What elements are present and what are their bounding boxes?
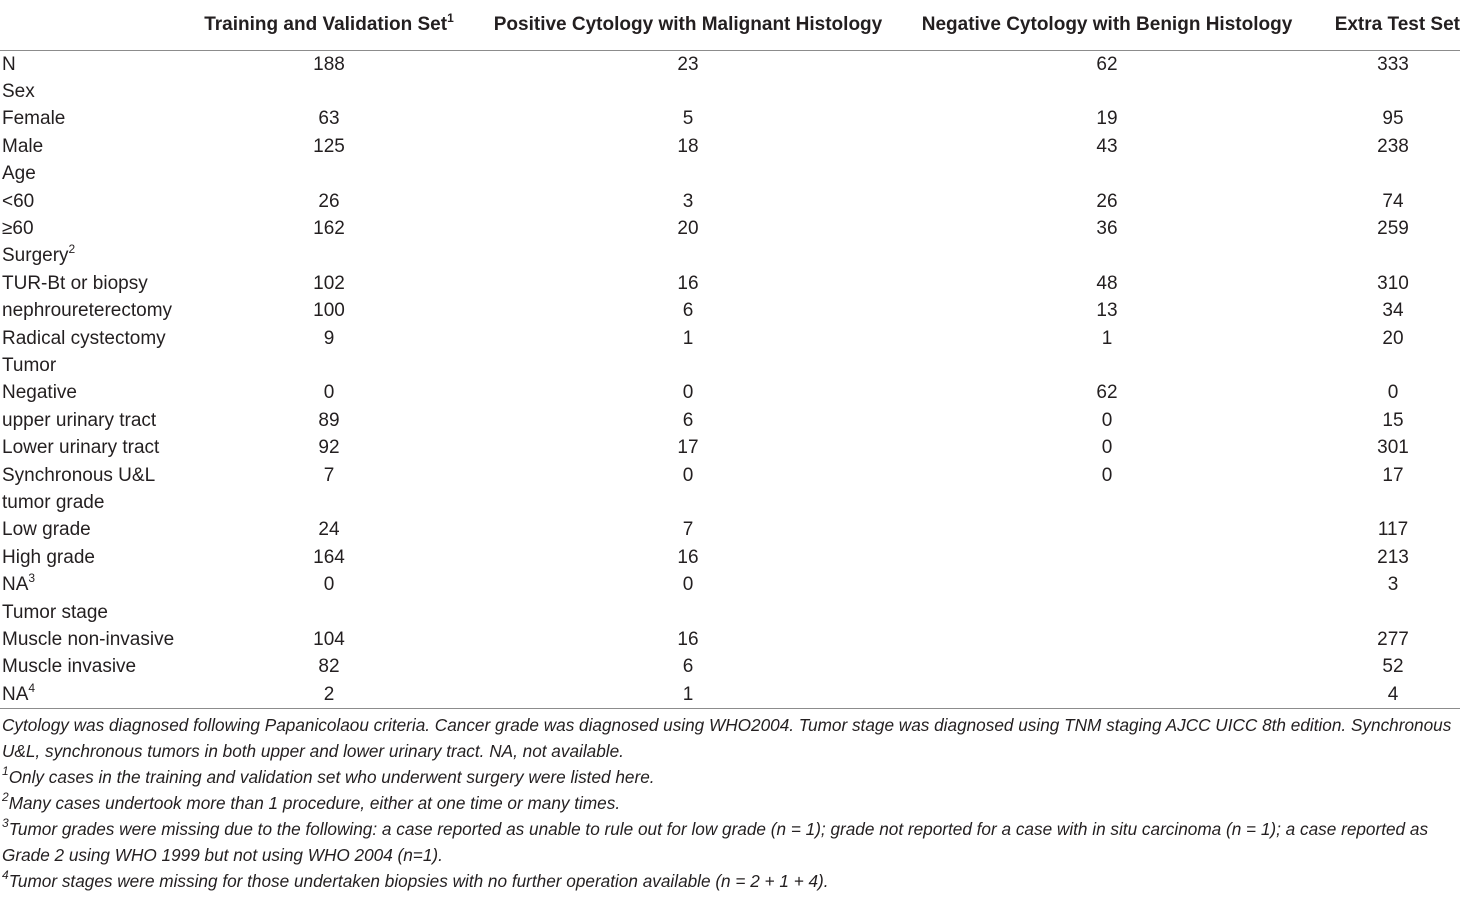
table-cell: 162 bbox=[313, 218, 345, 240]
row-label-text: Muscle non-invasive bbox=[2, 628, 175, 650]
footnote-text: Tumor stages were missing for those undertaken biopsies with no further operation available (n = 2 + 1 + 4). bbox=[8, 871, 829, 892]
table-cell: 164 bbox=[313, 546, 345, 568]
column-header bbox=[1316, 0, 1460, 51]
table-cell bbox=[180, 352, 478, 379]
table-cell bbox=[1316, 599, 1460, 626]
table-row bbox=[0, 298, 1460, 325]
row-label-text: Tumor bbox=[2, 354, 57, 376]
table-cell bbox=[898, 517, 1316, 544]
table-cell: 188 bbox=[313, 53, 345, 75]
row-label-text: Female bbox=[2, 108, 66, 130]
table-cell: 0 bbox=[1101, 437, 1113, 459]
table-cell: 82 bbox=[318, 656, 340, 678]
table-row bbox=[0, 407, 1460, 434]
table-cell: 43 bbox=[1096, 135, 1118, 157]
column-header bbox=[898, 0, 1316, 51]
row-label-text: Age bbox=[2, 163, 36, 185]
table-cell: 0 bbox=[682, 382, 694, 404]
row-label bbox=[0, 544, 180, 571]
table-cell bbox=[478, 243, 898, 270]
footnote-marker: 3 bbox=[2, 816, 9, 831]
header-blank bbox=[0, 0, 180, 51]
row-label-text: Sex bbox=[2, 81, 35, 103]
row-label bbox=[0, 599, 180, 626]
table-row bbox=[0, 599, 1460, 626]
table-cell: 104 bbox=[313, 628, 345, 650]
column-header-label: Negative Cytology with Benign Histology bbox=[921, 14, 1293, 35]
column-header bbox=[180, 0, 478, 51]
table-cell: 24 bbox=[318, 519, 340, 541]
table-cell: 301 bbox=[1377, 437, 1409, 459]
table-cell bbox=[898, 681, 1316, 709]
footnote bbox=[2, 764, 1460, 790]
table-cell: 62 bbox=[1096, 53, 1118, 75]
table-cell bbox=[478, 78, 898, 105]
row-label-text: Tumor stage bbox=[2, 601, 108, 623]
footnote-marker: 4 bbox=[2, 868, 9, 883]
table-cell: 5 bbox=[682, 108, 694, 130]
table-cell bbox=[478, 161, 898, 188]
table-cell: 238 bbox=[1377, 135, 1409, 157]
row-label-text: nephroureterectomy bbox=[2, 300, 173, 322]
table-cell: 6 bbox=[682, 409, 694, 431]
table-cell: 0 bbox=[682, 574, 694, 596]
table-cell bbox=[898, 161, 1316, 188]
table-cell bbox=[180, 599, 478, 626]
footnote bbox=[2, 816, 1460, 868]
column-header-label: Training and Validation Set bbox=[204, 14, 448, 35]
row-label-text: Male bbox=[2, 135, 44, 157]
table-cell: 6 bbox=[682, 656, 694, 678]
footnote-text: Only cases in the training and validation set who underwent surgery were listed here. bbox=[8, 767, 655, 788]
table-cell: 125 bbox=[313, 135, 345, 157]
table-cell: 20 bbox=[677, 218, 699, 240]
table-cell bbox=[898, 626, 1316, 653]
table-cell: 18 bbox=[677, 135, 699, 157]
table-cell: 17 bbox=[677, 437, 699, 459]
row-label bbox=[0, 489, 180, 516]
table-row bbox=[0, 626, 1460, 653]
row-label-text: Synchronous U&L bbox=[2, 464, 156, 486]
footnote-marker: 1 bbox=[2, 764, 9, 779]
table-cell: 0 bbox=[682, 464, 694, 486]
table-cell: 17 bbox=[1382, 464, 1404, 486]
table-cell bbox=[180, 78, 478, 105]
table-cell: 23 bbox=[677, 53, 699, 75]
row-label-text: <60 bbox=[2, 190, 35, 212]
table-cell: 9 bbox=[323, 327, 335, 349]
table-cell: 0 bbox=[1101, 409, 1113, 431]
table-row bbox=[0, 188, 1460, 215]
table-row bbox=[0, 489, 1460, 516]
table-cell bbox=[478, 489, 898, 516]
table-cell: 0 bbox=[323, 574, 335, 596]
footnote bbox=[2, 790, 1460, 816]
table-cell: 92 bbox=[318, 437, 340, 459]
row-label-text: Surgery bbox=[2, 245, 69, 267]
table-cell: 1 bbox=[1101, 327, 1113, 349]
table-cell: 0 bbox=[1101, 464, 1113, 486]
table-cell: 34 bbox=[1382, 300, 1404, 322]
table-cell bbox=[1316, 161, 1460, 188]
table-row bbox=[0, 544, 1460, 571]
table-cell bbox=[180, 161, 478, 188]
column-header-label: Positive Cytology with Malignant Histology bbox=[493, 14, 883, 35]
table-row bbox=[0, 161, 1460, 188]
footnote-text: Cytology was diagnosed following Papanicolaou criteria. Cancer grade was diagnosed using WHO2004. Tumor stage was diagnosed using TNM staging AJCC UICC 8th edition. Synchronous U&L, synchronous tumors in both upper and lower urinary tract. NA, not available. bbox=[2, 715, 1452, 762]
row-label-text: tumor grade bbox=[2, 491, 105, 513]
row-label-text: Muscle invasive bbox=[2, 656, 137, 678]
table-row bbox=[0, 243, 1460, 270]
table-row bbox=[0, 434, 1460, 461]
table-cell: 277 bbox=[1377, 628, 1409, 650]
row-label-text: NA bbox=[2, 683, 29, 705]
table-cell: 2 bbox=[180, 681, 478, 709]
table-row bbox=[0, 51, 1460, 79]
table-row bbox=[0, 517, 1460, 544]
row-label bbox=[0, 161, 180, 188]
row-label-text: NA bbox=[2, 574, 29, 596]
row-label bbox=[0, 298, 180, 325]
table-cell bbox=[1316, 243, 1460, 270]
column-header-label: Extra Test Set bbox=[1334, 14, 1460, 35]
row-label-text: N bbox=[2, 53, 16, 75]
row-label bbox=[0, 133, 180, 160]
table-cell bbox=[898, 243, 1316, 270]
table-row bbox=[0, 325, 1460, 352]
row-label-text: upper urinary tract bbox=[2, 409, 157, 431]
footnote bbox=[2, 868, 1460, 894]
table-cell: 36 bbox=[1096, 218, 1118, 240]
row-label bbox=[0, 243, 180, 270]
table-cell bbox=[180, 489, 478, 516]
table-row bbox=[0, 681, 1460, 709]
row-label bbox=[0, 380, 180, 407]
row-label-text: High grade bbox=[2, 546, 95, 568]
table-row bbox=[0, 270, 1460, 297]
table-cell: 89 bbox=[318, 409, 340, 431]
table-cell: 63 bbox=[318, 108, 340, 130]
table-cell bbox=[478, 599, 898, 626]
row-label bbox=[0, 78, 180, 105]
table-cell: 26 bbox=[318, 190, 340, 212]
table-cell: 333 bbox=[1377, 53, 1409, 75]
table-body bbox=[0, 51, 1460, 709]
row-label bbox=[0, 188, 180, 215]
table-cell: 19 bbox=[1096, 108, 1118, 130]
header-row bbox=[0, 0, 1460, 51]
table-cell: 16 bbox=[677, 628, 699, 650]
table-cell bbox=[1316, 352, 1460, 379]
table-row bbox=[0, 106, 1460, 133]
row-label bbox=[0, 681, 180, 709]
table-cell bbox=[898, 489, 1316, 516]
table-cell: 52 bbox=[1382, 656, 1404, 678]
row-label bbox=[0, 325, 180, 352]
row-label bbox=[0, 654, 180, 681]
row-label-text: Lower urinary tract bbox=[2, 437, 160, 459]
table-cell: 26 bbox=[1096, 190, 1118, 212]
row-label-text: Low grade bbox=[2, 519, 91, 541]
row-label-text: Radical cystectomy bbox=[2, 327, 166, 349]
table-row bbox=[0, 571, 1460, 598]
table-cell: 102 bbox=[313, 272, 345, 294]
table-cell: 74 bbox=[1382, 190, 1404, 212]
table-cell bbox=[1316, 78, 1460, 105]
table-row bbox=[0, 215, 1460, 242]
table-cell: 95 bbox=[1382, 108, 1404, 130]
table-footnotes bbox=[0, 709, 1460, 894]
table-cell: 48 bbox=[1096, 272, 1118, 294]
table-cell bbox=[898, 599, 1316, 626]
row-label-text: ≥60 bbox=[2, 218, 34, 240]
table-cell: 1 bbox=[478, 681, 898, 709]
table-row bbox=[0, 133, 1460, 160]
footnote-marker: 1 bbox=[447, 11, 454, 25]
row-label bbox=[0, 106, 180, 133]
table-row bbox=[0, 352, 1460, 379]
row-label bbox=[0, 270, 180, 297]
footnote-text: Many cases undertook more than 1 procedure, either at one time or many times. bbox=[8, 793, 621, 814]
table-cell bbox=[898, 571, 1316, 598]
table-cell bbox=[1316, 489, 1460, 516]
table-cell: 1 bbox=[682, 327, 694, 349]
table-header bbox=[0, 0, 1460, 51]
table-cell: 6 bbox=[682, 300, 694, 322]
row-label bbox=[0, 215, 180, 242]
table-cell: 117 bbox=[1377, 519, 1409, 541]
table-cell: 0 bbox=[323, 382, 335, 404]
footnote-marker: 4 bbox=[28, 680, 36, 695]
table-row bbox=[0, 380, 1460, 407]
row-label bbox=[0, 434, 180, 461]
footnote-marker: 3 bbox=[28, 571, 36, 586]
table-cell: 3 bbox=[682, 190, 694, 212]
row-label bbox=[0, 517, 180, 544]
column-header bbox=[478, 0, 898, 51]
footnote-text: Tumor grades were missing due to the following: a case reported as unable to rule out for low grade (n = 1); grade not reported for a case with in situ carcinoma (n = 1); a case reported as Grade 2 using WHO 1999 but not using WHO 2004 (n=1). bbox=[2, 819, 1429, 866]
table-cell bbox=[898, 78, 1316, 105]
table-cell: 15 bbox=[1382, 409, 1404, 431]
table-cell: 16 bbox=[677, 546, 699, 568]
table-row bbox=[0, 462, 1460, 489]
table-cell: 13 bbox=[1096, 300, 1118, 322]
table-cell bbox=[898, 654, 1316, 681]
table-cell: 20 bbox=[1382, 327, 1404, 349]
table-cell: 0 bbox=[1387, 382, 1399, 404]
row-label bbox=[0, 462, 180, 489]
table-cell bbox=[478, 352, 898, 379]
table-cell: 100 bbox=[313, 300, 345, 322]
table-cell: 4 bbox=[1316, 681, 1460, 709]
row-label bbox=[0, 51, 180, 79]
row-label bbox=[0, 571, 180, 598]
footnote bbox=[2, 712, 1460, 764]
table-cell: 7 bbox=[323, 464, 335, 486]
table-cell bbox=[180, 243, 478, 270]
row-label-text: Negative bbox=[2, 382, 77, 404]
table-cell bbox=[898, 544, 1316, 571]
table-cell: 16 bbox=[677, 272, 699, 294]
footnote-marker: 2 bbox=[2, 790, 9, 805]
row-label bbox=[0, 352, 180, 379]
table-cell: 310 bbox=[1377, 272, 1409, 294]
table-cell: 3 bbox=[1387, 574, 1399, 596]
table-row bbox=[0, 78, 1460, 105]
table-cell: 259 bbox=[1377, 218, 1409, 240]
table-cell bbox=[898, 352, 1316, 379]
table-row bbox=[0, 654, 1460, 681]
table-cell: 7 bbox=[682, 519, 694, 541]
footnote-marker: 2 bbox=[68, 242, 76, 257]
table-cell: 213 bbox=[1377, 546, 1409, 568]
row-label bbox=[0, 626, 180, 653]
table-cell: 62 bbox=[1096, 382, 1118, 404]
row-label-text: TUR-Bt or biopsy bbox=[2, 272, 148, 294]
row-label bbox=[0, 407, 180, 434]
